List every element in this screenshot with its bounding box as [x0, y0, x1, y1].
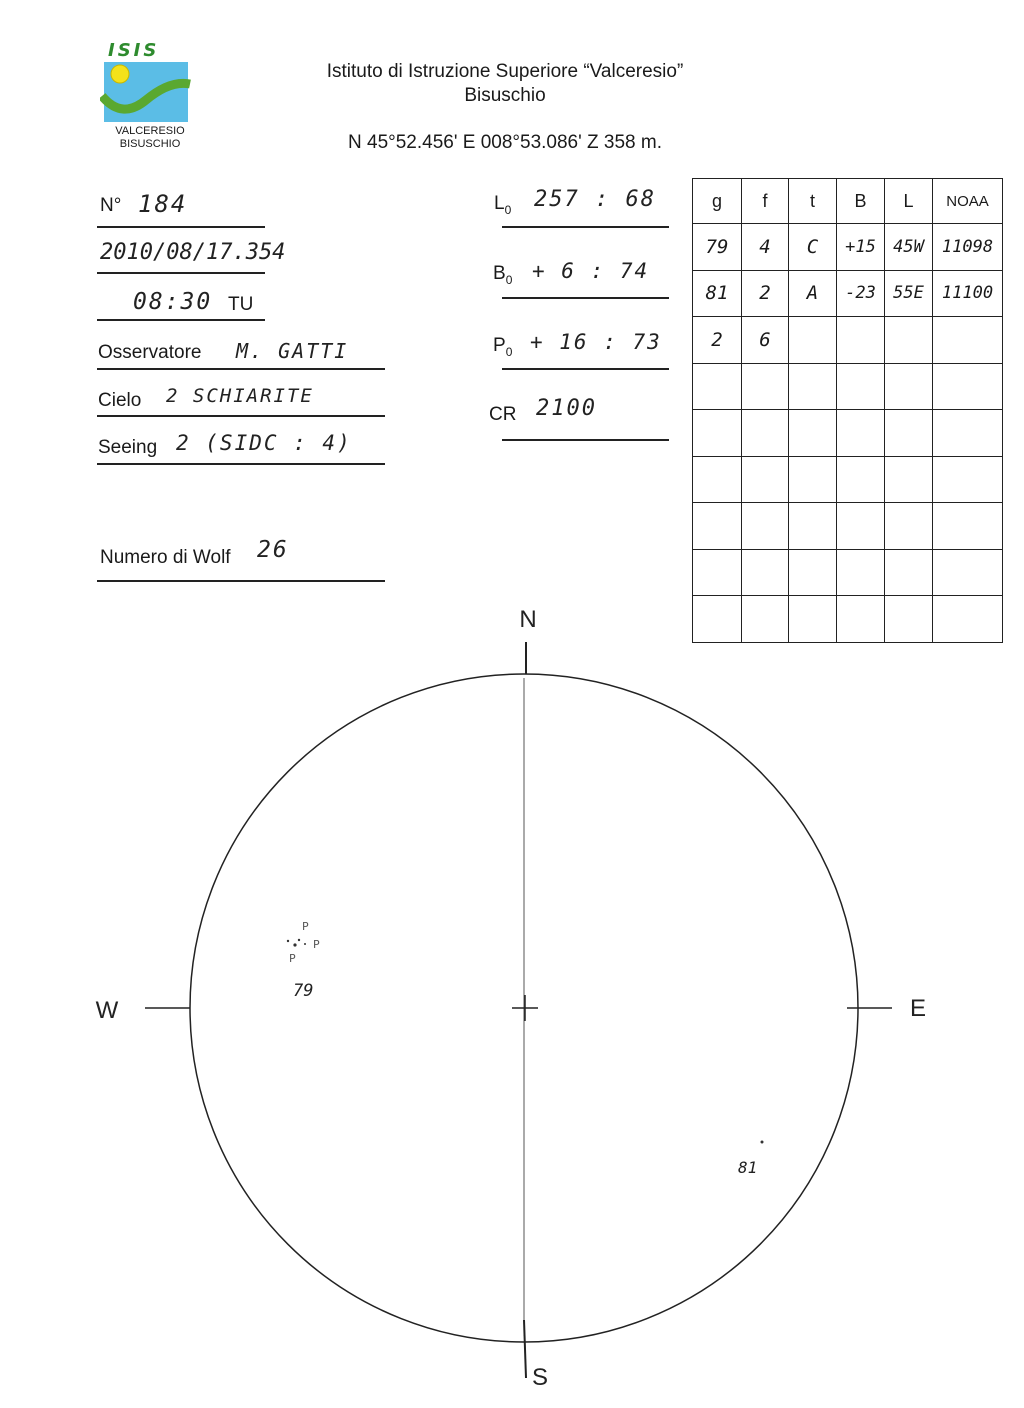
table-cell: 79 [693, 224, 742, 271]
group79-spot [287, 940, 289, 942]
sky-value: 2 SCHIARITE [166, 385, 314, 407]
L0-sub: 0 [504, 202, 512, 217]
seeing-label: Seeing [98, 437, 158, 458]
number-value: 184 [138, 190, 188, 218]
north-label: N [519, 606, 537, 633]
table-cell: 45W [885, 224, 933, 271]
east-label: E [909, 995, 927, 1022]
observer-value: M. GATTI [236, 339, 349, 363]
table-cell: A [789, 270, 837, 317]
col-header-f: f [742, 179, 789, 224]
group79-spot [298, 939, 300, 941]
table-cell: 11100 [933, 270, 1003, 317]
institute-line1: Istituto di Istruzione Superiore “Valceresio” [326, 61, 684, 82]
col-header-B: B [837, 179, 885, 224]
institute-line2: Bisuschio [464, 85, 546, 106]
group79-label: 79 [293, 981, 314, 1001]
table-cell: 2 [693, 317, 742, 364]
logo-sub1: VALCERESIO [115, 125, 185, 137]
P0-value: + 16 : 73 [530, 330, 662, 354]
observer-label: Osservatore [98, 342, 202, 363]
logo-sub2: BISUSCHIO [119, 138, 181, 150]
table-cell: +15 [837, 224, 885, 271]
seeing-value: 2 (SIDC : 4) [176, 431, 352, 455]
group79-mark-p1: P [302, 920, 309, 933]
table-cell: 2 [742, 270, 789, 317]
south-tick [524, 1320, 526, 1378]
table-cell: 4 [742, 224, 789, 271]
date-value: 2010/08/17.354 [100, 240, 286, 265]
B0-letter: B [493, 263, 506, 284]
wolf-label: Numero di Wolf [100, 547, 231, 568]
group79-spot [304, 943, 306, 945]
col-header-L: L [885, 179, 933, 224]
sky-label: Cielo [98, 390, 142, 411]
group81-label: 81 [738, 1158, 758, 1177]
CR-value: 2100 [536, 396, 597, 421]
group81-spot [761, 1141, 764, 1144]
south-label: S [531, 1364, 549, 1391]
group79-mark-p3: P [289, 952, 296, 965]
col-header-noaa: NOAA [933, 179, 1003, 224]
col-header-g: g [693, 179, 742, 224]
P0-letter: P [493, 335, 506, 356]
time-unit: TU [228, 294, 254, 315]
table-cell: -23 [837, 270, 885, 317]
table-cell: C [789, 224, 837, 271]
group79-spot [293, 943, 296, 946]
col-header-t: t [789, 179, 837, 224]
group79-mark-p2: P [313, 938, 320, 951]
number-label: N° [100, 195, 122, 216]
B0-value: + 6 : 74 [532, 259, 650, 283]
time-value: 08:30 [133, 289, 213, 315]
west-label: W [95, 997, 119, 1024]
wolf-value: 26 [257, 537, 289, 563]
CR-label: CR [489, 404, 517, 425]
P0-sub: 0 [505, 344, 513, 359]
table-cell: 6 [742, 317, 789, 364]
B0-sub: 0 [505, 272, 513, 287]
logo-wordmark: ISIS [108, 40, 160, 61]
L0-letter: L [494, 193, 505, 214]
table-cell: 55E [885, 270, 933, 317]
observatory-coordinates: N 45°52.456' E 008°53.086' Z 358 m. [348, 132, 662, 153]
table-cell: 81 [693, 270, 742, 317]
table-cell: 11098 [933, 224, 1003, 271]
L0-value: 257 : 68 [534, 187, 656, 212]
